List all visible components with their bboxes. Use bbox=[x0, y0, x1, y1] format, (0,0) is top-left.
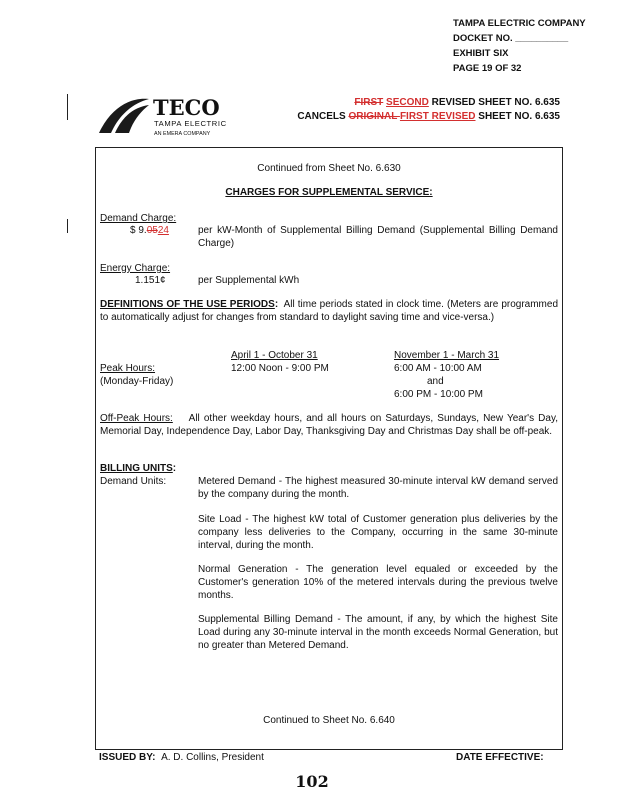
peak-winter-am: 6:00 AM - 10:00 AM bbox=[394, 363, 482, 374]
peak-winter-pm: 6:00 PM - 10:00 PM bbox=[394, 389, 483, 400]
peak-summer-hours: 12:00 Noon - 9:00 PM bbox=[231, 363, 329, 374]
demand-units-label: Demand Units: bbox=[100, 476, 167, 487]
issued-by bbox=[99, 752, 264, 763]
struck-text: 05 bbox=[146, 225, 158, 236]
issued-name: A. D. Collins, President bbox=[161, 752, 264, 763]
inserted-text: FIRST REVISED bbox=[399, 111, 476, 122]
peak-hours-label: Peak Hours: bbox=[100, 363, 156, 374]
definitions-paragraph bbox=[100, 298, 558, 324]
page-of-label: PAGE 19 OF 32 bbox=[453, 63, 522, 74]
section-title: CHARGES FOR SUPPLEMENTAL SERVICE: bbox=[225, 187, 433, 198]
teco-swoosh-icon bbox=[97, 93, 257, 139]
inserted-text: 24 bbox=[157, 225, 169, 236]
logo-subtitle: TAMPA ELECTRIC bbox=[154, 119, 227, 128]
logo-wordmark: TECO bbox=[153, 95, 220, 120]
revision-bar bbox=[67, 219, 68, 233]
sheet-revision bbox=[262, 96, 560, 124]
issued-colon: : bbox=[152, 752, 156, 763]
price-prefix: $ 9. bbox=[130, 225, 147, 236]
billing-colon: : bbox=[172, 463, 177, 474]
revision-bar bbox=[67, 94, 68, 120]
offpeak-label: Off-Peak Hours: bbox=[100, 413, 173, 424]
season-winter: November 1 - March 31 bbox=[394, 350, 500, 361]
sheet-line-2 bbox=[262, 110, 560, 124]
tariff-box bbox=[95, 147, 563, 750]
definitions-colon: : bbox=[274, 299, 279, 310]
normal-generation-def: Normal Generation - The generation level equaled or exceeded by the Customer's generation 10% of the metered intervals during the previous twelve months. bbox=[198, 564, 558, 601]
offpeak-paragraph bbox=[100, 412, 558, 438]
definitions-text: All time periods stated in clock time. (Meters are programmed to automatically adjust for changes from standard to daylight saving time and vice-versa.) bbox=[100, 299, 559, 323]
header-block bbox=[453, 16, 586, 76]
energy-charge-price: 1.151¢ bbox=[135, 275, 166, 286]
offpeak-text: All other weekday hours, and all hours on Saturdays, Sundays, New Year's Day, Memorial Day, Independence Day, Labor Day, Thanksgiving Day and Christmas Day shall be off-peak. bbox=[100, 413, 559, 437]
company-name: TAMPA ELECTRIC COMPANY bbox=[453, 18, 586, 29]
billing-units-heading bbox=[100, 462, 176, 475]
peak-days: (Monday-Friday) bbox=[100, 376, 174, 387]
definitions-heading: DEFINITIONS OF THE USE PERIODS bbox=[100, 299, 275, 310]
demand-charge-desc: per kW-Month of Supplemental Billing Demand (Supplemental Billing Demand Charge) bbox=[198, 225, 558, 249]
energy-charge-desc: per Supplemental kWh bbox=[198, 275, 300, 286]
supplemental-billing-demand-def: Supplemental Billing Demand - The amount, if any, by which the highest Site Load during any 30-minute interval in the month exceeds Normal Generation, but no greater than Metered Demand. bbox=[198, 614, 558, 651]
demand-charge-label: Demand Charge: bbox=[100, 213, 177, 224]
continued-to: Continued to Sheet No. 6.640 bbox=[263, 715, 395, 726]
date-effective: DATE EFFECTIVE: bbox=[456, 752, 544, 763]
cancels-label: CANCELS bbox=[297, 111, 349, 122]
demand-charge-price bbox=[130, 224, 169, 237]
billing-heading-text: BILLING UNITS bbox=[100, 463, 173, 474]
struck-text: ORIGINAL bbox=[348, 111, 400, 122]
site-load-def: Site Load - The highest kW total of Customer generation plus deliveries by the company less deliveries to the Company, occurring in the same 30-minute interval, during the month. bbox=[198, 514, 558, 551]
inserted-text: SECOND bbox=[386, 97, 429, 108]
season-summer: April 1 - October 31 bbox=[231, 350, 318, 361]
page-number: 102 bbox=[295, 772, 329, 791]
logo-tagline: AN EMERA COMPANY bbox=[154, 131, 211, 137]
exhibit-label: EXHIBIT SIX bbox=[453, 48, 509, 59]
docket-number: DOCKET NO. __________ bbox=[453, 33, 569, 44]
metered-demand-def: Metered Demand - The highest measured 30-minute interval kW demand served by the company during the month. bbox=[198, 476, 558, 500]
sheet-line-1-rest: REVISED SHEET NO. 6.635 bbox=[428, 97, 560, 108]
teco-logo bbox=[97, 93, 257, 139]
issued-label: ISSUED BY bbox=[99, 752, 153, 763]
peak-winter-and: and bbox=[427, 376, 444, 387]
sheet-line-1 bbox=[262, 96, 560, 110]
continued-from: Continued from Sheet No. 6.630 bbox=[257, 163, 401, 174]
energy-charge-label: Energy Charge: bbox=[100, 263, 171, 274]
sheet-line-2-rest: SHEET NO. 6.635 bbox=[475, 111, 560, 122]
struck-text: FIRST bbox=[354, 97, 384, 108]
